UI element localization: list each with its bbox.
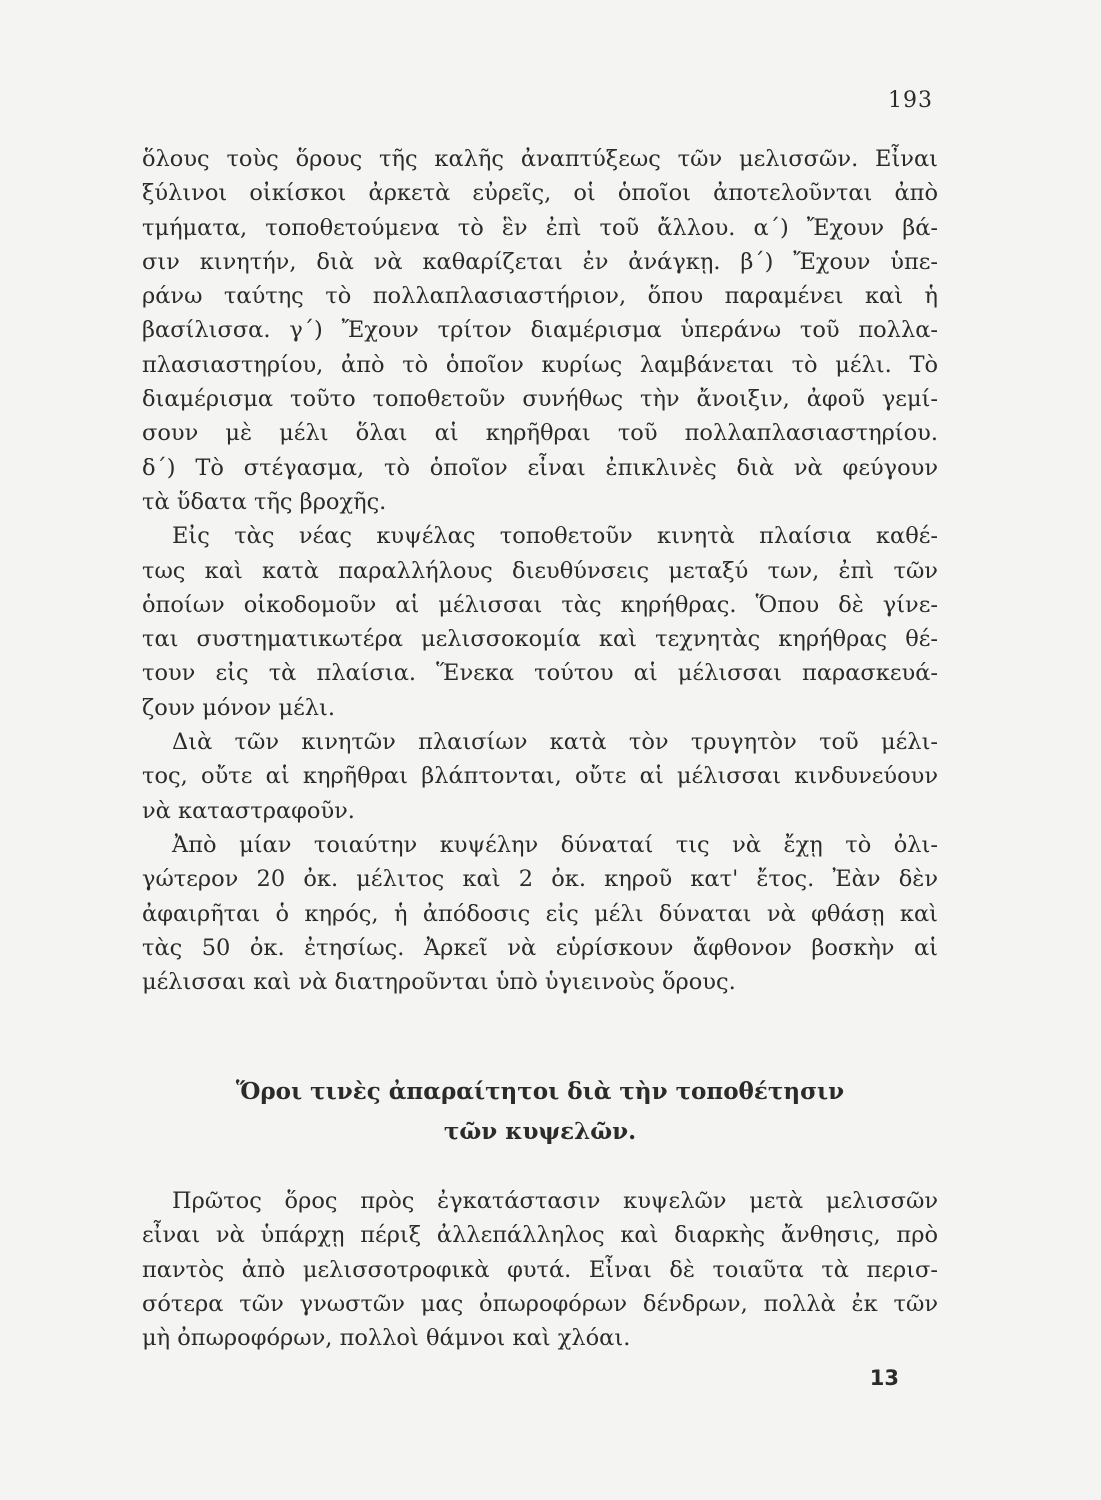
text-line: παντὸς ἀπὸ μελισσοτροφικὰ φυτά. Εἶναι δὲ τοιαῦτα τὰ περισ- bbox=[142, 1256, 938, 1283]
text-line: ράνω ταύτης τὸ πολλαπλασιαστήριον, ὅπου παραμένει καὶ ἡ bbox=[142, 283, 938, 310]
text-line: τος, οὔτε αἱ κηρῆθραι βλάπτονται, οὔτε αἱ μέλισσαι κινδυνεύουν bbox=[142, 763, 938, 790]
text-line: βασίλισσα. γ΄) Ἔχουν τρίτον διαμέρισμα ὑπεράνω τοῦ πολλα- bbox=[142, 317, 938, 344]
text-line: τὰ ὕδατα τῆς βροχῆς. bbox=[142, 488, 387, 515]
body-text bbox=[142, 142, 938, 999]
paragraph bbox=[142, 725, 938, 828]
signature-mark: 13 bbox=[869, 1366, 899, 1390]
text-line: Ἀπὸ μίαν τοιαύτην κυψέλην δύναταί τις νὰ ἔχῃ τὸ ὀλι- bbox=[172, 831, 938, 858]
text-line: νὰ καταστραφοῦν. bbox=[142, 797, 355, 824]
text-line: τουν εἰς τὰ πλαίσια. Ἕνεκα τούτου αἱ μέλισσαι παρασκευά- bbox=[142, 660, 938, 687]
text-line: εἶναι νὰ ὑπάρχῃ πέριξ ἀλλεπάλληλος καὶ διαρκὴς ἄνθησις, πρὸ bbox=[142, 1222, 938, 1249]
text-line: Πρῶτος ὅρος πρὸς ἐγκατάστασιν κυψελῶν μετὰ μελισσῶν bbox=[172, 1188, 938, 1214]
text-line: ὅλους τοὺς ὅρους τῆς καλῆς ἀναπτύξεως τῶν μελισσῶν. Εἶναι bbox=[142, 146, 938, 172]
text-line: σουν μὲ μέλι ὅλαι αἱ κηρῆθραι τοῦ πολλαπλασιαστηρίου. bbox=[142, 420, 938, 447]
text-line: σιν κινητήν, διὰ νὰ καθαρίζεται ἐν ἀνάγκῃ. β΄) Ἔχουν ὑπε- bbox=[142, 248, 938, 275]
heading-line: τῶν κυψελῶν. bbox=[443, 1118, 637, 1145]
text-line: ζουν μόνον μέλι. bbox=[142, 694, 335, 721]
text-line: ἀφαιρῆται ὁ κηρός, ἡ ἀπόδοσις εἰς μέλι δύναται νὰ φθάσῃ καὶ bbox=[142, 900, 938, 927]
text-line: μέλισσαι καὶ νὰ διατηροῦνται ὑπὸ ὑγιεινοὺς ὅρους. bbox=[142, 969, 736, 996]
text-line: δ΄) Τὸ στέγασμα, τὸ ὁποῖον εἶναι ἐπικλινὲς διὰ νὰ φεύγουν bbox=[142, 454, 938, 481]
paragraph bbox=[142, 519, 938, 725]
text-line: ξύλινοι οἰκίσκοι ἀρκετὰ εὐρεῖς, οἱ ὁποῖοι ἀποτελοῦνται ἀπὸ bbox=[142, 180, 938, 207]
text-line: ται συστηματικωτέρα μελισσοκομία καὶ τεχνητὰς κηρήθρας θέ- bbox=[142, 626, 938, 653]
text-line: τμήματα, τοποθετούμενα τὸ ἓν ἐπὶ τοῦ ἄλλου. α΄) Ἔχουν βά- bbox=[142, 214, 938, 241]
section-heading bbox=[142, 1072, 938, 1152]
text-line: μὴ ὀπωροφόρων, πολλοὶ θάμνοι καὶ χλόαι. bbox=[142, 1325, 631, 1352]
text-line: ὁποίων οἰκοδομοῦν αἱ μέλισσαι τὰς κηρήθρας. Ὅπου δὲ γίνε- bbox=[142, 591, 938, 618]
text-line: γώτερον 20 ὀκ. μέλιτος καὶ 2 ὀκ. κηροῦ κατ' ἔτος. Ἐὰν δὲν bbox=[142, 866, 938, 893]
paragraph bbox=[142, 142, 938, 519]
page-number: 193 bbox=[888, 88, 933, 113]
text-line: τως καὶ κατὰ παραλλήλους διευθύνσεις μεταξύ των, ἐπὶ τῶν bbox=[142, 557, 938, 584]
section-paragraph bbox=[142, 1184, 938, 1355]
text-line: σότερα τῶν γνωστῶν μας ὀπωροφόρων δένδρων, πολλὰ ἐκ τῶν bbox=[142, 1290, 938, 1317]
text-line: Εἰς τὰς νέας κυψέλας τοποθετοῦν κινητὰ πλαίσια καθέ- bbox=[172, 523, 938, 550]
text-line: διαμέρισμα τοῦτο τοποθετοῦν συνήθως τὴν ἄνοιξιν, ἀφοῦ γεμί- bbox=[142, 386, 938, 413]
heading-line: Ὅροι τινὲς ἀπαραίτητοι διὰ τὴν τοποθέτησιν bbox=[235, 1078, 845, 1105]
paragraph bbox=[142, 828, 938, 999]
text-line: πλασιαστηρίου, ἀπὸ τὸ ὁποῖον κυρίως λαμβάνεται τὸ μέλι. Τὸ bbox=[142, 351, 938, 378]
text-line: τὰς 50 ὀκ. ἐτησίως. Ἀρκεῖ νὰ εὑρίσκουν ἄφθονον βοσκὴν αἱ bbox=[142, 934, 938, 961]
text-line: Διὰ τῶν κινητῶν πλαισίων κατὰ τὸν τρυγητὸν τοῦ μέλι- bbox=[172, 729, 938, 756]
